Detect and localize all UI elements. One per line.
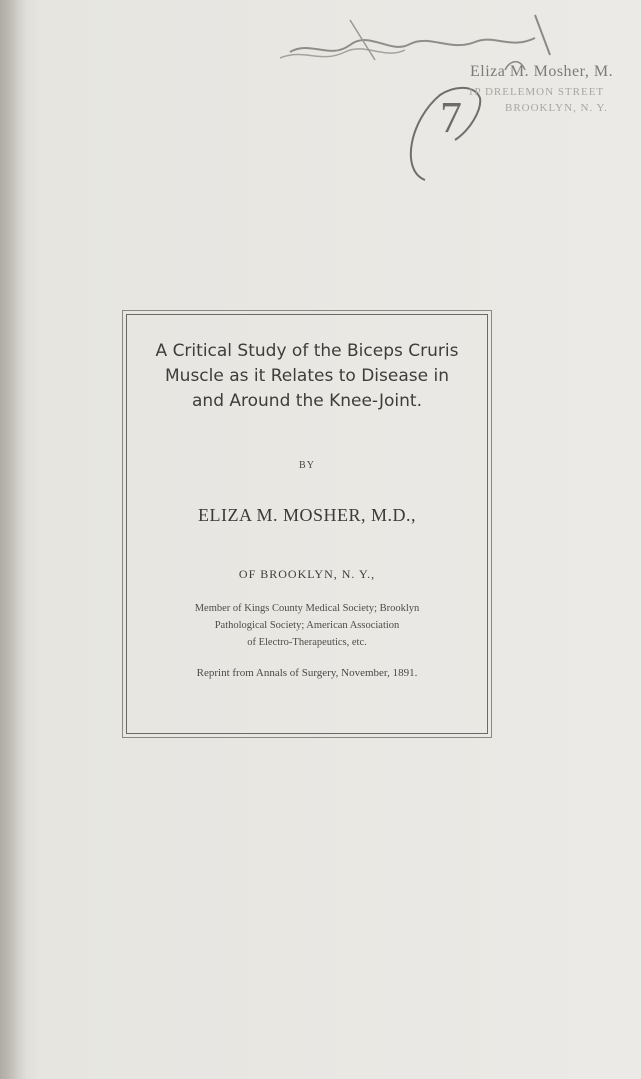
stamp-name: Eliza M. Mosher, M. — [470, 63, 614, 80]
by-label: BY — [299, 460, 315, 471]
stamp-monogram: 7 — [440, 93, 462, 142]
stamp-city: BROOKLYN, N. Y. — [505, 102, 608, 114]
membership-line: of Electro-Therapeutics, etc. — [247, 637, 367, 648]
document-title — [127, 339, 487, 414]
title-line: Muscle as it Relates to Disease in — [165, 366, 449, 386]
membership-line: Member of Kings County Medical Society; Brooklyn — [194, 603, 420, 614]
page-edge-stain — [0, 0, 26, 1079]
stamp-street: 1P DRELEMON STREET — [468, 86, 605, 98]
title-frame — [126, 314, 488, 734]
title-line: A Critical Study of the Biceps Cruris — [155, 341, 459, 361]
author-name: ELIZA M. MOSHER, M.D., — [197, 505, 416, 525]
title-line: and Around the Knee-Joint. — [192, 391, 422, 411]
author-memberships — [127, 600, 487, 651]
author-origin: OF BROOKLYN, N. Y., — [238, 567, 376, 581]
reprint-notice: Reprint from Annals of Surgery, November, 1891. — [196, 667, 418, 679]
membership-line: Pathological Society; American Association — [214, 620, 400, 631]
library-stamp — [250, 0, 641, 190]
